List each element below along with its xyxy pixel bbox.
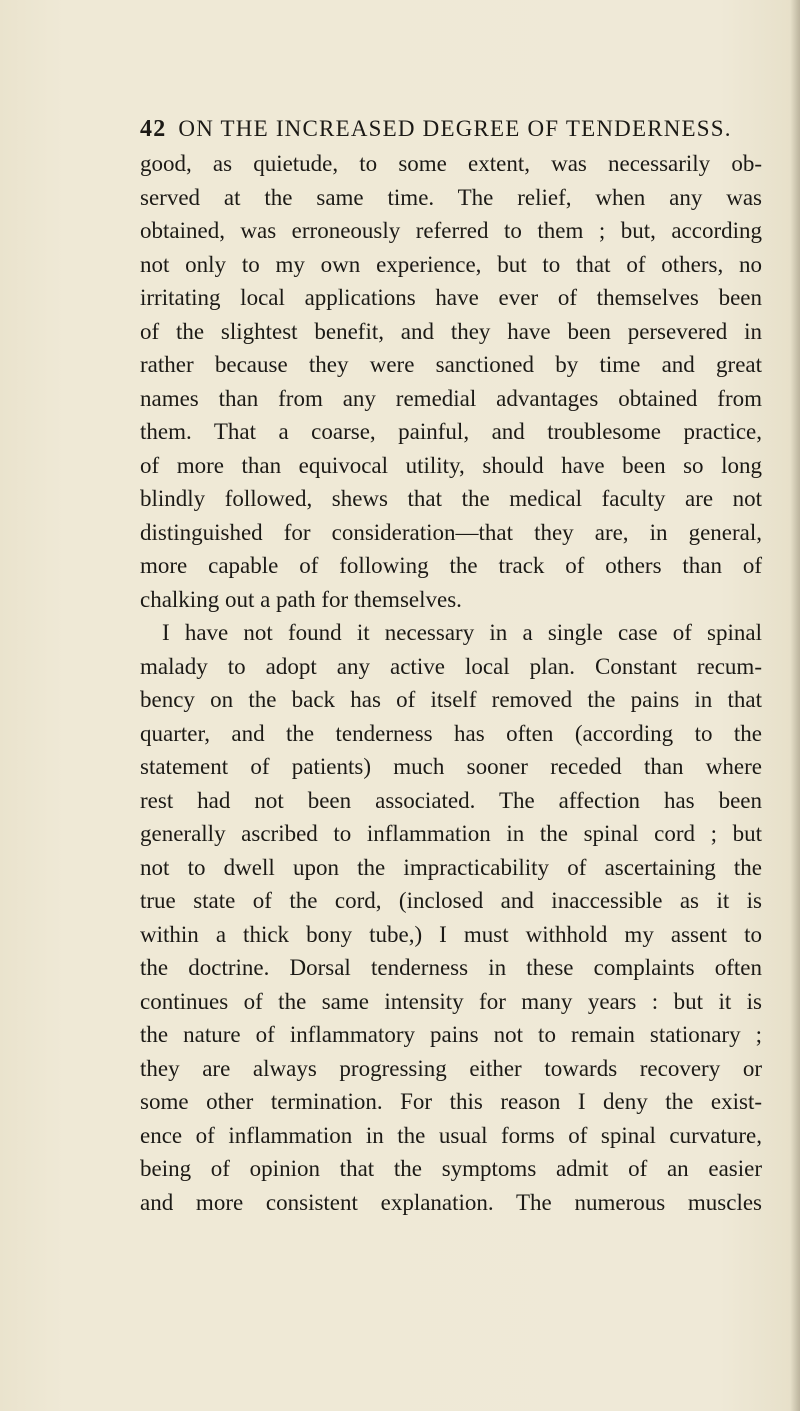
text-line: not only to my own experience, but to that of others, no <box>140 251 762 277</box>
text-line: of the slightest benefit, and they have been persevered in <box>140 318 762 344</box>
running-header <box>140 116 740 143</box>
text-line: some other termination. For this reason I deny the exist- <box>140 1089 762 1114</box>
page-number: 42 <box>140 116 167 142</box>
text-line: they are always progressing either towards recovery or <box>140 1055 762 1081</box>
running-title: ON THE INCREASED DEGREE OF TENDERNESS. <box>178 116 732 141</box>
text-line: good, as quietude, to some extent, was necessarily ob- <box>140 151 762 176</box>
text-line: distinguished for consideration—that they are, in general, <box>140 519 762 545</box>
text-line: bency on the back has of itself removed the pains in that <box>140 687 762 712</box>
text-line: rest had not been associated. The affection has been <box>140 787 762 813</box>
text-line: continues of the same intensity for many years : but it is <box>140 988 762 1014</box>
text-line: generally ascribed to inflammation in the spinal cord ; but <box>140 821 762 846</box>
body-text <box>140 147 762 1219</box>
page-edge-shadow <box>790 0 800 1411</box>
text-line: served at the same time. The relief, when any was <box>140 184 762 210</box>
text-line: of more than equivocal utility, should have been so long <box>140 452 762 478</box>
paragraph-end-line: chalking out a path for themselves. <box>140 586 462 612</box>
text-line: names than from any remedial advantages obtained from <box>140 385 762 411</box>
text-line: them. That a coarse, painful, and troublesome practice, <box>140 419 762 444</box>
text-line: more capable of following the track of others than of <box>140 553 762 578</box>
text-line: the nature of inflammatory pains not to remain stationary ; <box>140 1022 762 1047</box>
text-line: being of opinion that the symptoms admit of an easier <box>140 1156 762 1181</box>
text-line: malady to adopt any active local plan. Constant recum- <box>140 653 762 679</box>
text-line: statement of patients) much sooner receded than where <box>140 754 762 779</box>
text-line: and more consistent explanation. The numerous muscles <box>140 1189 762 1215</box>
paragraph-start-line: I have not found it necessary in a single case of spinal <box>162 620 762 645</box>
text-line: within a thick bony tube,) I must withhold my assent to <box>140 921 762 947</box>
text-line: rather because they were sanctioned by time and great <box>140 352 762 377</box>
text-line: not to dwell upon the impracticability of ascertaining the <box>140 854 762 880</box>
text-line: quarter, and the tenderness has often (according to the <box>140 720 762 746</box>
text-line: the doctrine. Dorsal tenderness in these complaints often <box>140 955 762 980</box>
text-line: irritating local applications have ever of themselves been <box>140 285 762 310</box>
text-line: blindly followed, shews that the medical faculty are not <box>140 486 762 511</box>
text-line: true state of the cord, (inclosed and inaccessible as it is <box>140 888 762 913</box>
text-line: ence of inflammation in the usual forms of spinal curvature, <box>140 1122 762 1148</box>
text-line: obtained, was erroneously referred to them ; but, according <box>140 218 762 243</box>
